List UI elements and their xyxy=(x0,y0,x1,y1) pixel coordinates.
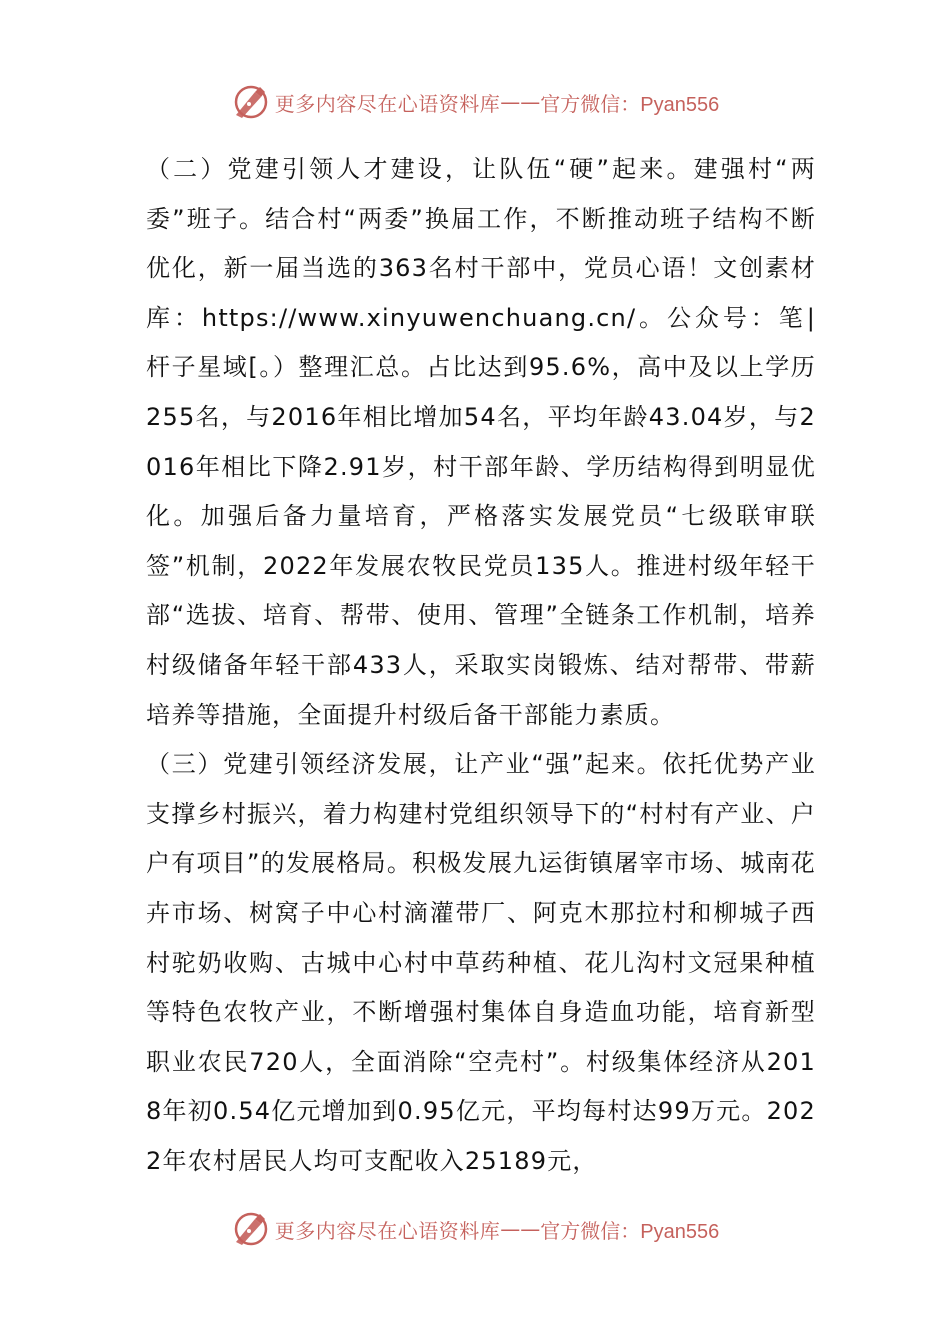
banner-wechat: 官方微信：Pyan556 xyxy=(540,1220,720,1243)
banner-wechat: 官方微信：Pyan556 xyxy=(540,93,720,116)
paragraph-economic-development: （三）党建引领经济发展，让产业“强”起来。依托优势产业支撑乡村振兴，着力构建村党组织领导下的“村村有产业、户户有项目”的发展格局。积极发展九运街镇屠宰市场、城南花卉市场、树窝子中心村滴灌带厂、阿克木那拉村和柳城子西村驼奶收购、古城中心村中草药种植、花儿沟村文冠果种植等特色农牧产业，不断增强村集体自身造血功能，培育新型职业农民720人，全面消除“空壳村”。村级集体经济从2018年初0.54亿元增加到0.95亿元，平均每村达99万元。2022年农村居民人均可支配收入25189元， xyxy=(146,750,816,1175)
paragraph-talent-building: （二）党建引领人才建设，让队伍“硬”起来。建强村“两委”班子。结合村“两委”换届工作，不断推动班子结构不断优化，新一届当选的363名村干部中，党员心语！文创素材库：https://www.xinyuwenchuang.cn/。公众号：笔|杆子星域[。）整理汇总。占比达到95.6%，高中及以上学历255名，与2016年相比增加54名，平均年龄43.04岁，与2016年相比下降2.91岁，村干部年龄、学历结构得到明显优化。加强后备力量培育，严格落实发展党员“七级联审联签”机制，2022年发展农牧民党员135人。推进村级年轻干部“选拔、培育、帮带、使用、管理”全链条工作机制，培养村级储备年轻干部433人，采取实岗锻炼、结对帮带、带薪培养等措施，全面提升村级后备干部能力素质。 xyxy=(146,155,816,729)
banner-title: 更多内容尽在心语资料库 xyxy=(274,91,501,116)
pen-logo-icon xyxy=(231,1209,271,1249)
document-body xyxy=(146,145,816,1186)
footer-banner xyxy=(0,1207,950,1251)
banner-separator: —— xyxy=(500,90,541,114)
banner-title: 更多内容尽在心语资料库 xyxy=(274,1218,501,1243)
header-banner xyxy=(0,80,950,124)
banner-separator: —— xyxy=(500,1217,541,1241)
pen-logo-icon xyxy=(231,82,271,122)
